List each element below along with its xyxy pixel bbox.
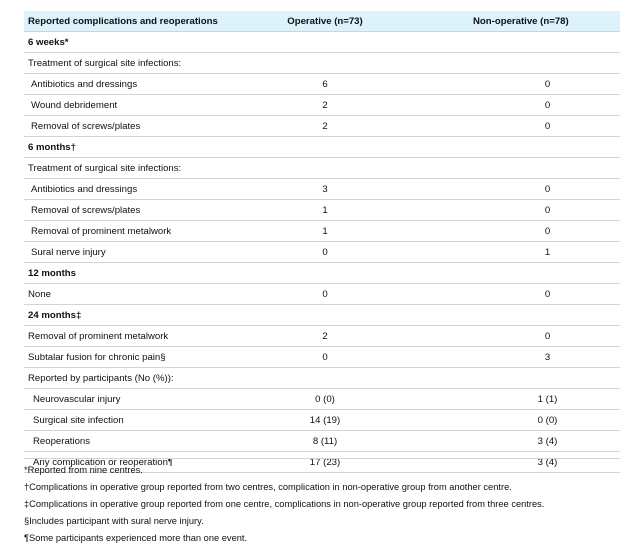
table-row <box>24 53 620 74</box>
row-label: 12 months <box>28 267 76 279</box>
table-row <box>24 410 620 431</box>
non-operative-value: 0 <box>544 225 551 237</box>
row-label: Removal of screws/plates <box>31 204 141 216</box>
operative-value: 2 <box>322 120 328 132</box>
operative-value: 2 <box>322 99 328 111</box>
table-row <box>24 431 620 452</box>
row-label: Neurovascular injury <box>33 393 121 405</box>
row-label: 24 months‡ <box>28 309 82 321</box>
non-operative-value: 3 (4) <box>537 435 558 447</box>
table-row <box>24 116 620 137</box>
row-label: 6 months† <box>28 141 76 153</box>
non-operative-value: 0 <box>544 204 551 216</box>
table-row <box>24 221 620 242</box>
operative-value: 0 <box>322 288 328 300</box>
operative-value: 2 <box>322 330 328 342</box>
non-operative-value: 0 <box>544 78 551 90</box>
row-label: Any complication or reoperation¶ <box>33 456 174 468</box>
row-label: Treatment of surgical site infections: <box>28 57 182 69</box>
non-operative-value: 0 <box>544 120 551 132</box>
footnote: ¶Some participants experienced more than one event. <box>24 533 248 543</box>
non-operative-value: 1 <box>544 246 551 258</box>
operative-value: 14 (19) <box>309 414 341 426</box>
operative-value: 0 <box>322 246 328 258</box>
table-section-row <box>24 263 620 284</box>
non-operative-value: 1 (1) <box>537 393 558 405</box>
row-label: Removal of screws/plates <box>31 120 141 132</box>
footnote: *Reported from nine centres. <box>24 465 143 475</box>
footnotes <box>24 458 620 547</box>
non-operative-value: 0 <box>544 330 551 342</box>
table-section-row <box>24 32 620 53</box>
table-body <box>24 32 620 473</box>
non-operative-value: 3 (4) <box>537 456 558 468</box>
operative-value: 3 <box>322 183 328 195</box>
row-label: Reoperations <box>33 435 91 447</box>
table-row <box>24 347 620 368</box>
operative-value: 0 (0) <box>315 393 335 405</box>
non-operative-value: 0 <box>544 183 551 195</box>
table-row <box>24 368 620 389</box>
row-label: Antibiotics and dressings <box>31 183 138 195</box>
operative-value: 8 (11) <box>312 435 338 447</box>
non-operative-value: 3 <box>544 351 551 363</box>
table-header-row <box>24 11 620 32</box>
row-label: Subtalar fusion for chronic pain§ <box>28 351 166 363</box>
non-operative-value: 0 <box>544 288 551 300</box>
row-label: Sural nerve injury <box>31 246 106 258</box>
row-label: Wound debridement <box>31 99 118 111</box>
table-row <box>24 200 620 221</box>
table-row <box>24 179 620 200</box>
table-row <box>24 242 620 263</box>
non-operative-value: 0 <box>544 99 551 111</box>
table-row <box>24 74 620 95</box>
operative-value: 1 <box>322 204 328 216</box>
row-label: Antibiotics and dressings <box>31 78 138 90</box>
header-non-operative: Non-operative (n=78) <box>473 15 569 27</box>
operative-value: 17 (23) <box>309 456 341 468</box>
row-label: 6 weeks* <box>28 36 69 48</box>
header-operative: Operative (n=73) <box>287 15 363 27</box>
operative-value: 6 <box>322 78 328 90</box>
table-row <box>24 389 620 410</box>
footnote: ‡Complications in operative group reported from one centre, complications in non-operative group reported from three centres. <box>24 499 545 509</box>
table-section-row <box>24 305 620 326</box>
row-label: Treatment of surgical site infections: <box>28 162 182 174</box>
row-label: Reported by participants (No (%)): <box>28 372 174 384</box>
row-label: None <box>28 288 51 300</box>
complications-table <box>24 11 620 473</box>
operative-value: 1 <box>322 225 328 237</box>
table-section-row <box>24 137 620 158</box>
non-operative-value: 0 (0) <box>537 414 558 426</box>
operative-value: 0 <box>322 351 328 363</box>
header-complications: Reported complications and reoperations <box>28 15 218 27</box>
row-label: Surgical site infection <box>33 414 124 426</box>
footnote: §Includes participant with sural nerve injury. <box>24 516 204 526</box>
row-label: Removal of prominent metalwork <box>31 225 172 237</box>
table-row <box>24 326 620 347</box>
table-row <box>24 158 620 179</box>
row-label: Removal of prominent metalwork <box>28 330 169 342</box>
table-row <box>24 95 620 116</box>
footnote: †Complications in operative group reported from two centres, complication in non-operative group from another centre. <box>24 482 512 492</box>
table-row <box>24 284 620 305</box>
